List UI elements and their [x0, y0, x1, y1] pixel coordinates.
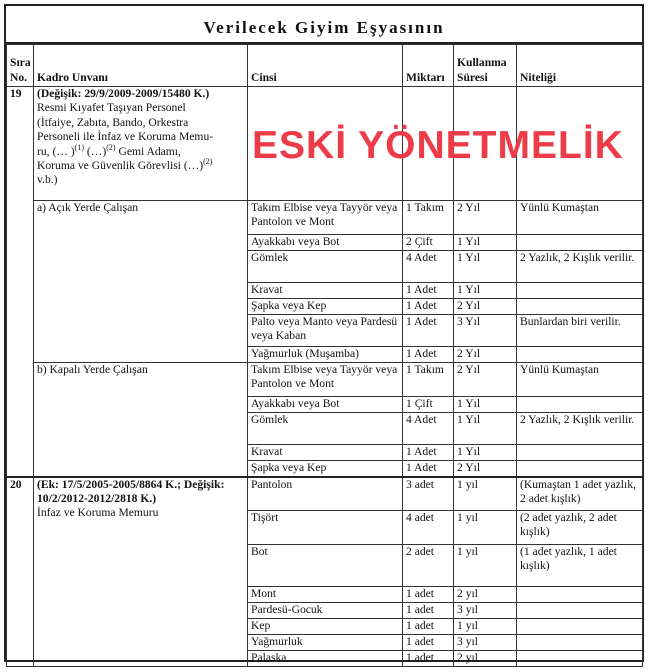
item-cinsi: Pardesü-Gocuk [248, 603, 403, 619]
kadro-line: İnfaz ve Koruma Memuru [37, 506, 159, 520]
item-cinsi: Şapka veya Kep [248, 461, 403, 477]
item-nitelik: Yünlü Kumaştan [517, 363, 643, 397]
item-cinsi: Şapka veya Kep [248, 299, 403, 315]
header-row [7, 45, 643, 87]
item-nitelik [517, 603, 643, 619]
row-number: 19 [7, 87, 34, 477]
item-nitelik [517, 651, 643, 667]
item-miktar: 2 Çift [403, 235, 454, 251]
header-cinsi: Cinsi [248, 45, 403, 87]
kadro-cell [34, 477, 248, 667]
item-miktar: 1 Takım [403, 201, 454, 235]
table-row [7, 477, 643, 511]
kadro-line: Koruma ve Güvenlik Görevlisi (…)$^{(2)}$ [37, 157, 213, 173]
group-a-label: a) Açık Yerde Çalışan [34, 201, 248, 363]
item-cinsi: Palaska [248, 651, 403, 667]
item-sure: 3 Yıl [454, 315, 517, 347]
item-cinsi: Tişört [248, 511, 403, 545]
kadro-line: v.b.) [37, 173, 58, 187]
item-nitelik: (1 adet yazlık, 1 adet kışlık) [517, 545, 643, 587]
item-nitelik [517, 235, 643, 251]
item-nitelik: 2 Yazlık, 2 Kışlık verilir. [517, 251, 643, 283]
item-nitelik [517, 299, 643, 315]
item-sure: 1 Yıl [454, 283, 517, 299]
item-miktar: 1 adet [403, 635, 454, 651]
item-sure: 1 Yıl [454, 413, 517, 445]
item-cinsi: Palto veya Manto veya Pardesü veya Kaban [248, 315, 403, 347]
item-nitelik [517, 347, 643, 363]
item-miktar: 1 Adet [403, 299, 454, 315]
item-miktar: 1 adet [403, 619, 454, 635]
kadro-amendment: (Ek: 17/5/2005-2005/8864 K.; Değişik: 10/2/2012-2012/2818 K.) [37, 477, 225, 505]
item-sure: 1 Yıl [454, 251, 517, 283]
item-miktar: 1 adet [403, 587, 454, 603]
item-nitelik [517, 587, 643, 603]
item-sure: 1 Yıl [454, 445, 517, 461]
item-nitelik [517, 619, 643, 635]
item-nitelik: (2 adet yazlık, 2 adet kışlık) [517, 511, 643, 545]
item-miktar: 4 adet [403, 511, 454, 545]
group-b-label: b) Kapalı Yerde Çalışan [34, 363, 248, 477]
item-sure: 2 yıl [454, 587, 517, 603]
item-sure: 2 Yıl [454, 201, 517, 235]
item-nitelik: (Kumaştan 1 adet yazlık, 2 adet kışlık) [517, 477, 643, 511]
kadro-line: Resmi Kıyafet Taşıyan Personel [37, 101, 186, 115]
item-cinsi: Takım Elbise veya Tayyör veya Pantolon ve Mont [248, 201, 403, 235]
header-miktari: Miktarı [403, 45, 454, 87]
table-title: Verilecek Giyim Eşyasının [6, 6, 642, 44]
item-sure: 1 Yıl [454, 397, 517, 413]
item-miktar: 1 Adet [403, 283, 454, 299]
item-cinsi: Pantolon [248, 477, 403, 511]
item-miktar: 1 Adet [403, 461, 454, 477]
kadro-line: (İtfaiye, Zabıta, Bando, Orkestra [37, 115, 189, 129]
item-miktar: 1 Adet [403, 445, 454, 461]
header-kadro: Kadro Unvanı [34, 45, 248, 87]
item-nitelik: 2 Yazlık, 2 Kışlık verilir. [517, 413, 643, 445]
table-row [7, 201, 643, 235]
item-sure: 1 yıl [454, 545, 517, 587]
item-cinsi: Yağmurluk (Muşamba) [248, 347, 403, 363]
item-nitelik [517, 445, 643, 461]
item-cinsi: Gömlek [248, 251, 403, 283]
item-cinsi: Takım Elbise veya Tayyör veya Pantolon ve Mont [248, 363, 403, 397]
kadro-cell [34, 87, 248, 201]
document-frame [4, 4, 644, 662]
item-miktar: 1 Adet [403, 347, 454, 363]
kadro-line: Personeli ile İnfaz ve Koruma Memu- [37, 130, 214, 144]
item-cinsi: Gömlek [248, 413, 403, 445]
item-cinsi: Yağmurluk [248, 635, 403, 651]
header-niteligi: Niteliği [517, 45, 643, 87]
item-cinsi: Ayakkabı veya Bot [248, 397, 403, 413]
item-miktar: 1 Çift [403, 397, 454, 413]
item-sure: 2 Yıl [454, 461, 517, 477]
item-nitelik [517, 461, 643, 477]
item-sure: 1 yıl [454, 619, 517, 635]
item-nitelik [517, 283, 643, 299]
item-sure: 3 yıl [454, 603, 517, 619]
item-cinsi: Bot [248, 545, 403, 587]
item-sure: 1 yıl [454, 511, 517, 545]
header-kullanma: Kullanma Süresi [454, 45, 517, 87]
item-cinsi: Ayakkabı veya Bot [248, 235, 403, 251]
item-sure: 3 yıl [454, 635, 517, 651]
row-number: 20 [7, 477, 34, 667]
header-sira: Sıra No. [7, 45, 34, 87]
item-cinsi: Mont [248, 587, 403, 603]
item-cinsi: Kravat [248, 445, 403, 461]
item-sure: 2 yıl [454, 651, 517, 667]
item-miktar: 4 Adet [403, 251, 454, 283]
item-cinsi: Kravat [248, 283, 403, 299]
item-sure: 1 yıl [454, 477, 517, 511]
item-miktar: 3 adet [403, 477, 454, 511]
item-sure: 2 Yıl [454, 299, 517, 315]
kadro-amendment: (Değişik: 29/9/2009-2009/15480 K.) [37, 87, 210, 100]
item-nitelik [517, 397, 643, 413]
item-sure: 2 Yıl [454, 347, 517, 363]
item-nitelik: Yünlü Kumaştan [517, 201, 643, 235]
item-miktar: 1 Takım [403, 363, 454, 397]
item-nitelik [517, 635, 643, 651]
item-cinsi: Kep [248, 619, 403, 635]
item-miktar: 4 Adet [403, 413, 454, 445]
kadro-line: ru, (… )$^{(1)}$ (…)$^{(2)}$ Gemi Adamı, [37, 142, 181, 158]
item-miktar: 1 Adet [403, 315, 454, 347]
item-sure: 1 Yıl [454, 235, 517, 251]
item-miktar: 1 adet [403, 651, 454, 667]
table-row [7, 363, 643, 397]
item-sure: 2 Yıl [454, 363, 517, 397]
watermark: ESKİ YÖNETMELİK [252, 124, 624, 167]
item-miktar: 1 adet [403, 603, 454, 619]
item-miktar: 2 adet [403, 545, 454, 587]
item-nitelik: Bunlardan biri verilir. [517, 315, 643, 347]
